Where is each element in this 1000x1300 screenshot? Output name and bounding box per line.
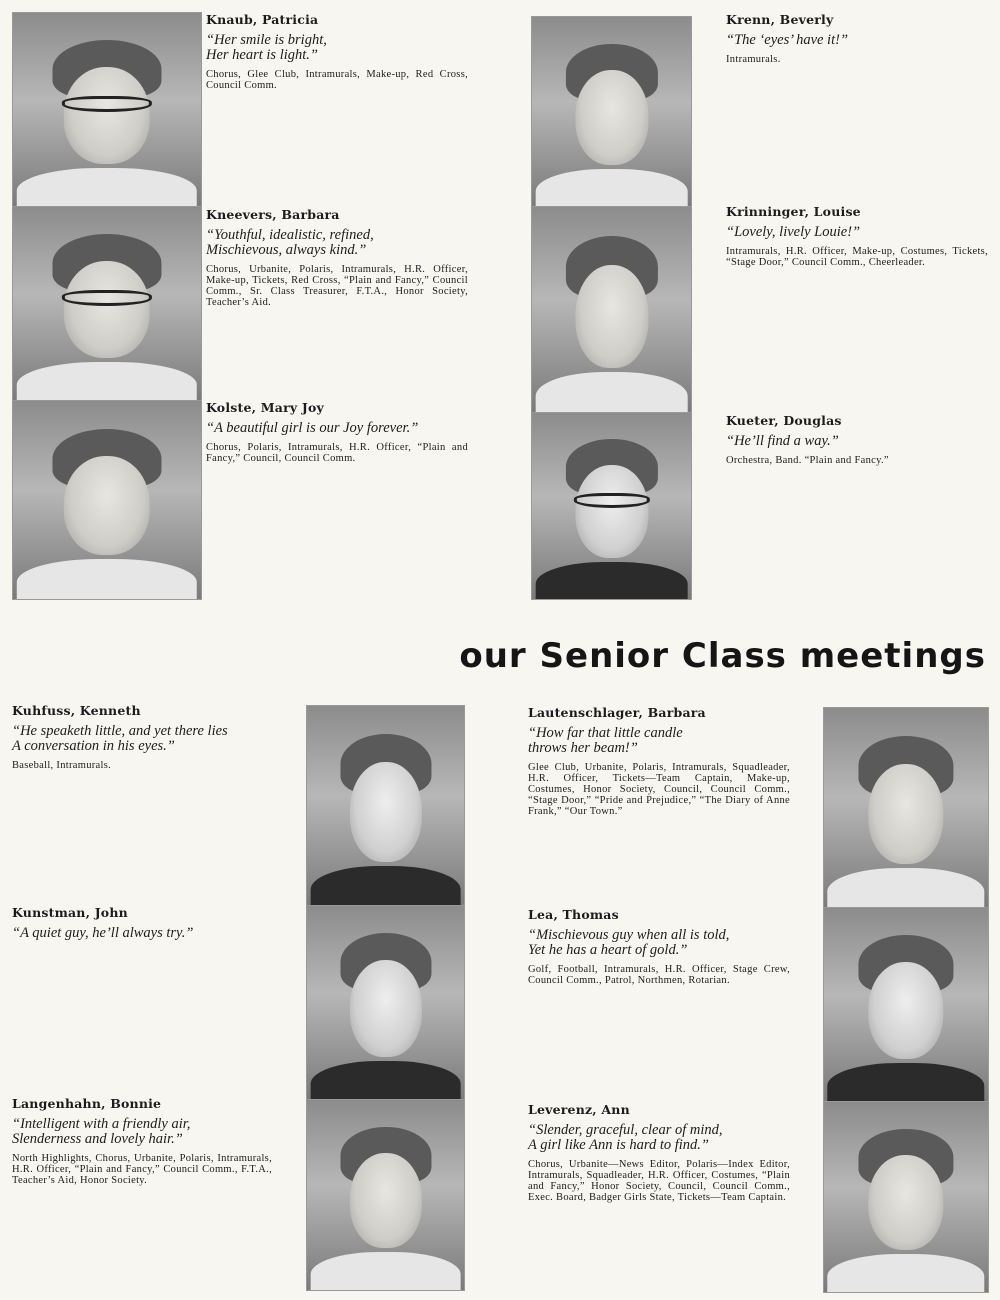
student-quote: “A quiet guy, he’ll always try.” <box>12 925 194 941</box>
student-name: Kueter, Douglas <box>726 413 842 428</box>
student-quote: “Lovely, lively Louie!” <box>726 224 861 240</box>
student-name: Kneevers, Barbara <box>206 207 340 222</box>
portrait-photo <box>823 1101 989 1293</box>
student-entry <box>206 400 468 464</box>
student-entry <box>726 413 988 466</box>
student-name: Kunstman, John <box>12 905 128 920</box>
portrait-photo <box>12 400 202 600</box>
portrait-photo <box>531 412 692 600</box>
student-entry <box>206 12 468 91</box>
student-activities: Chorus, Urbanite—News Editor, Polaris—Index Editor, Intramurals, Squadleader, H.R. Officer, Costumes, “Plain and Fancy,” Honor Society, Council, Council Comm., Exec. Board, Badger Girls State, Tickets—Team Captain. <box>528 1159 790 1203</box>
student-activities: Orchestra, Band. “Plain and Fancy.” <box>726 455 889 466</box>
student-name: Kuhfuss, Kenneth <box>12 703 141 718</box>
student-quote: “Youthful, idealistic, refined, Mischievous, always kind.” <box>206 227 374 258</box>
portrait-photo <box>12 12 202 208</box>
portrait-photo <box>531 206 692 414</box>
student-entry <box>528 907 790 986</box>
section-heading: our Senior Class meetings <box>459 636 986 676</box>
student-activities: Chorus, Polaris, Intramurals, H.R. Officer, “Plain and Fancy,” Council, Council Comm. <box>206 442 468 464</box>
portrait-photo <box>531 16 692 208</box>
student-entry <box>206 207 468 308</box>
student-quote: “Her smile is bright, Her heart is light.” <box>206 32 327 63</box>
student-name: Krenn, Beverly <box>726 12 834 27</box>
student-name: Knaub, Patricia <box>206 12 319 27</box>
student-entry <box>12 905 272 947</box>
student-entry <box>528 705 790 817</box>
student-entry <box>726 12 988 65</box>
student-entry <box>12 1096 272 1186</box>
student-quote: “Mischievous guy when all is told, Yet he has a heart of gold.” <box>528 927 730 958</box>
student-quote: “How far that little candle throws her beam!” <box>528 725 683 756</box>
student-activities: Baseball, Intramurals. <box>12 760 112 771</box>
student-entry <box>528 1102 790 1203</box>
student-name: Kolste, Mary Joy <box>206 400 324 415</box>
student-activities: Glee Club, Urbanite, Polaris, Intramurals, Squadleader, H.R. Officer, Tickets—Team Captain, Make-up, Costumes, Honor Society, Council, Council Comm., “Stage Door,” “Pride and Prejudice,” “The Diary of Anne Frank,” “Our Town.” <box>528 762 790 817</box>
student-name: Leverenz, Ann <box>528 1102 630 1117</box>
portrait-photo <box>306 1099 465 1291</box>
student-quote: “He’ll find a way.” <box>726 433 839 449</box>
student-activities: Intramurals. <box>726 54 781 65</box>
student-activities: Golf, Football, Intramurals, H.R. Officer, Stage Crew, Council Comm., Patrol, Northmen, Rotarian. <box>528 964 790 986</box>
student-quote: “The ‘eyes’ have it!” <box>726 32 849 48</box>
student-activities: Chorus, Glee Club, Intramurals, Make-up, Red Cross, Council Comm. <box>206 69 468 91</box>
student-quote: “He speaketh little, and yet there lies A conversation in his eyes.” <box>12 723 228 754</box>
student-name: Lautenschlager, Barbara <box>528 705 706 720</box>
student-quote: “A beautiful girl is our Joy forever.” <box>206 420 419 436</box>
student-entry <box>12 703 272 771</box>
portrait-photo <box>823 907 989 1103</box>
student-entry <box>726 204 988 268</box>
portrait-photo <box>306 705 465 907</box>
student-activities: Intramurals, H.R. Officer, Make-up, Costumes, Tickets, “Stage Door,” Council Comm., Cheerleader. <box>726 246 988 268</box>
student-activities: Chorus, Urbanite, Polaris, Intramurals, H.R. Officer, Make-up, Tickets, Red Cross, “Plain and Fancy,” Council Comm., Sr. Class Treasurer, F.T.A., Honor Society, Teacher’s Aid. <box>206 264 468 308</box>
portrait-photo <box>306 905 465 1101</box>
student-name: Krinninger, Louise <box>726 204 861 219</box>
student-quote: “Intelligent with a friendly air, Slenderness and lovely hair.” <box>12 1116 191 1147</box>
portrait-photo <box>823 707 989 909</box>
student-name: Lea, Thomas <box>528 907 619 922</box>
student-activities: North Highlights, Chorus, Urbanite, Polaris, Intramurals, H.R. Officer, “Plain and Fancy,” Council Comm., F.T.A., Teacher’s Aid, Honor Society. <box>12 1153 272 1186</box>
student-name: Langenhahn, Bonnie <box>12 1096 162 1111</box>
portrait-photo <box>12 206 202 402</box>
student-quote: “Slender, graceful, clear of mind, A girl like Ann is hard to find.” <box>528 1122 723 1153</box>
